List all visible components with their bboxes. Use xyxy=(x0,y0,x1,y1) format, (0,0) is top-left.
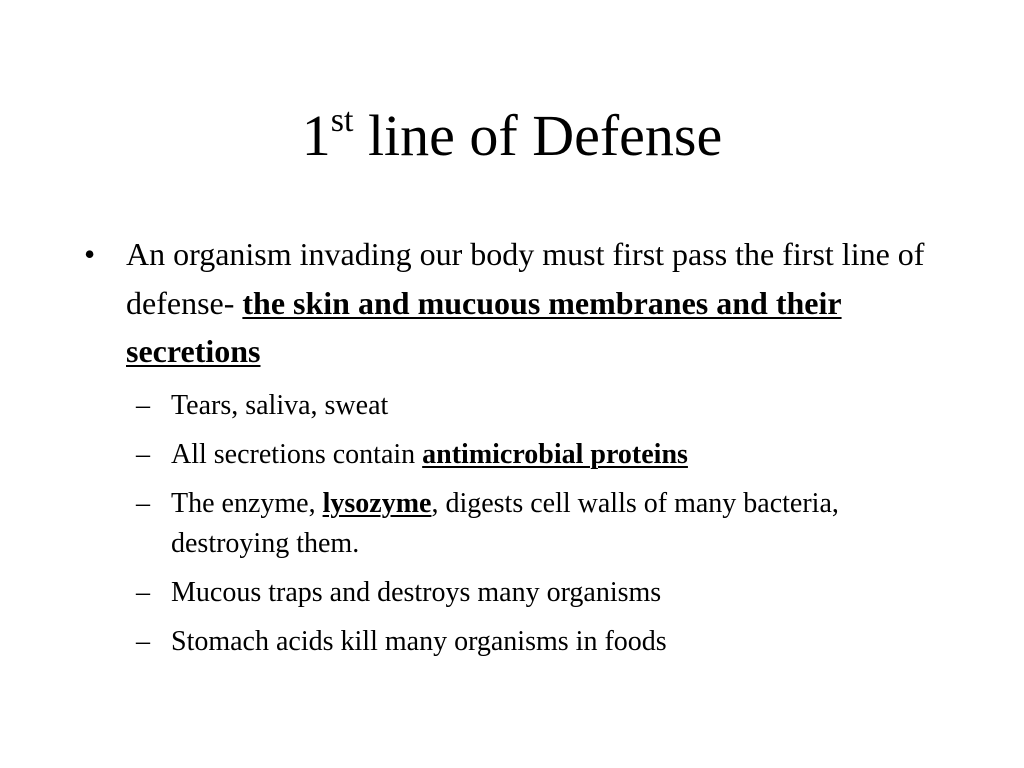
main-bullet-item xyxy=(84,230,964,376)
sub-bullet-emphasis: antimicrobial proteins xyxy=(422,438,688,470)
sub-bullet-text: Mucous traps and destroys many organisms xyxy=(171,576,662,608)
dash-icon: – xyxy=(136,438,150,470)
sub-bullet-text: The enzyme, xyxy=(171,487,323,519)
title-superscript: st xyxy=(330,101,354,139)
sub-bullet-list xyxy=(84,386,964,662)
sub-bullet-item xyxy=(84,484,964,564)
dash-icon: – xyxy=(136,389,150,421)
slide-title xyxy=(0,98,1024,174)
title-text: line of Defense xyxy=(353,103,723,168)
main-bullet-emphasis: the skin and mucuous membranes and their secretions xyxy=(126,284,842,369)
sub-bullet-text-suffix: , digests cell walls of many bacteria, destroying them. xyxy=(171,487,839,559)
sub-bullet-item xyxy=(84,622,964,662)
sub-bullet-item xyxy=(84,573,964,613)
bullet-icon: • xyxy=(84,236,96,272)
title-number: 1 xyxy=(301,103,331,168)
main-bullet-text: An organism invading our body must first pass the first line of defense- xyxy=(126,236,925,321)
sub-bullet-text: Tears, saliva, sweat xyxy=(171,389,389,421)
sub-bullet-text: Stomach acids kill many organisms in foods xyxy=(171,625,667,657)
dash-icon: – xyxy=(136,576,150,608)
sub-bullet-item xyxy=(84,435,964,475)
slide-body xyxy=(84,230,964,671)
dash-icon: – xyxy=(136,625,150,657)
sub-bullet-item xyxy=(84,386,964,426)
dash-icon: – xyxy=(136,487,150,519)
sub-bullet-text: All secretions contain xyxy=(171,438,423,470)
sub-bullet-emphasis: lysozyme xyxy=(322,487,432,519)
